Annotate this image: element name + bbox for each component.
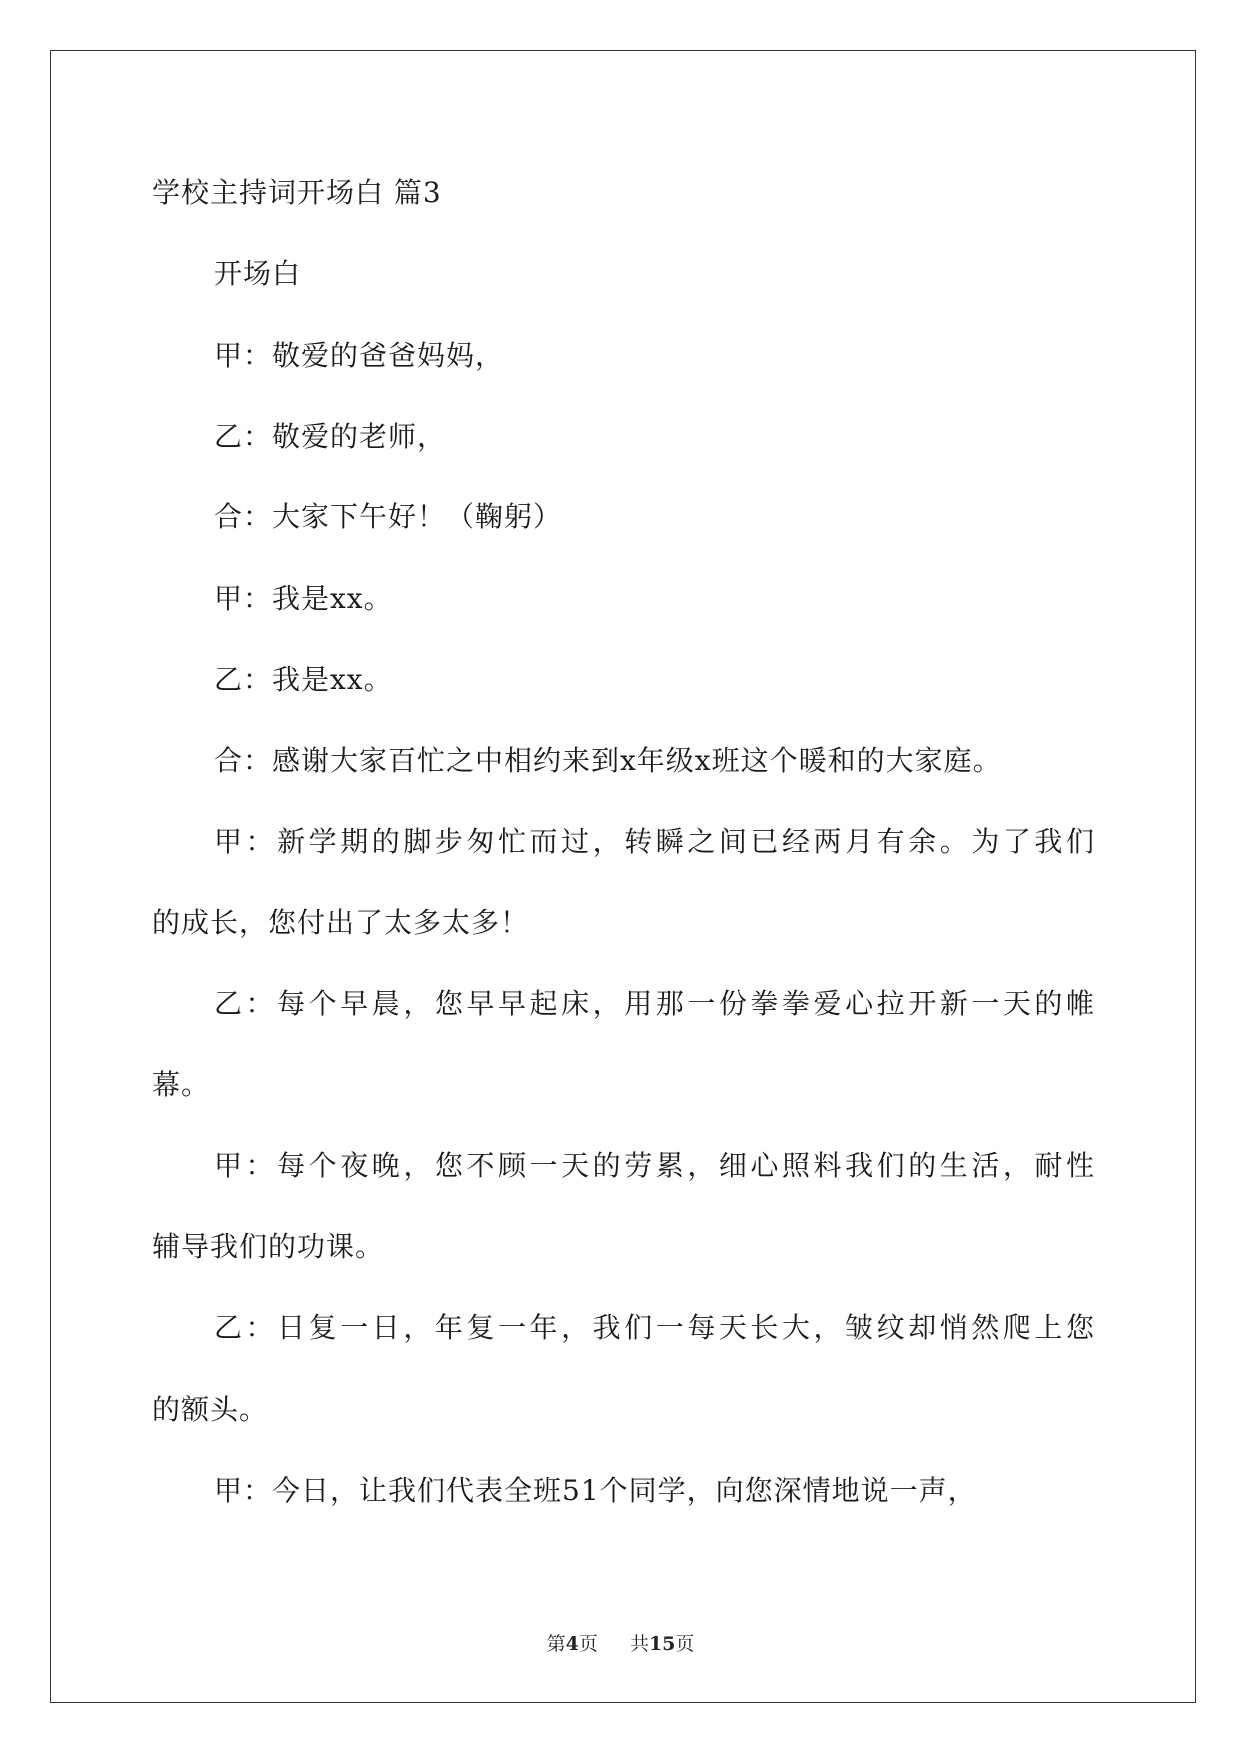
paragraph: 甲：新学期的脚步匆忙而过，转瞬之间已经两月有余。为了我们 [214,825,1094,858]
paragraph-continuation: 辅导我们的功课。 [152,1230,385,1263]
paragraph-continuation: 幕。 [152,1068,211,1101]
paragraph-continuation: 的成长，您付出了太多太多！ [152,906,530,939]
paragraph: 甲：我是xx。 [214,582,393,615]
paragraph: 乙：每个早晨，您早早起床，用那一份拳拳爱心拉开新一天的帷 [214,987,1094,1020]
paragraph: 甲：敬爱的爸爸妈妈， [214,339,505,372]
section-title: 学校主持词开场白 篇3 [152,176,442,209]
page-footer [0,1632,1241,1656]
paragraph: 合：大家下午好！（鞠躬） [214,500,563,533]
paragraph: 开场白 [214,257,302,290]
current-page-number: 4 [565,1633,579,1655]
paragraph: 乙：我是xx。 [214,663,393,696]
paragraph: 合：感谢大家百忙之中相约来到x年级x班这个暖和的大家庭。 [214,744,1002,777]
page-total: 共15页 [629,1633,695,1655]
paragraph: 甲：每个夜晚，您不顾一天的劳累，细心照料我们的生活，耐性 [214,1149,1094,1182]
paragraph: 乙：日复一日，年复一年，我们一每天长大，皱纹却悄然爬上您 [214,1311,1094,1344]
page-border [50,50,1196,1703]
page-number: 第4页 [546,1633,598,1655]
paragraph: 甲：今日，让我们代表全班51个同学，向您深情地说一声， [214,1474,977,1507]
paragraph: 乙：敬爱的老师， [214,420,447,453]
paragraph-continuation: 的额头。 [152,1393,269,1426]
total-page-number: 15 [648,1633,676,1655]
